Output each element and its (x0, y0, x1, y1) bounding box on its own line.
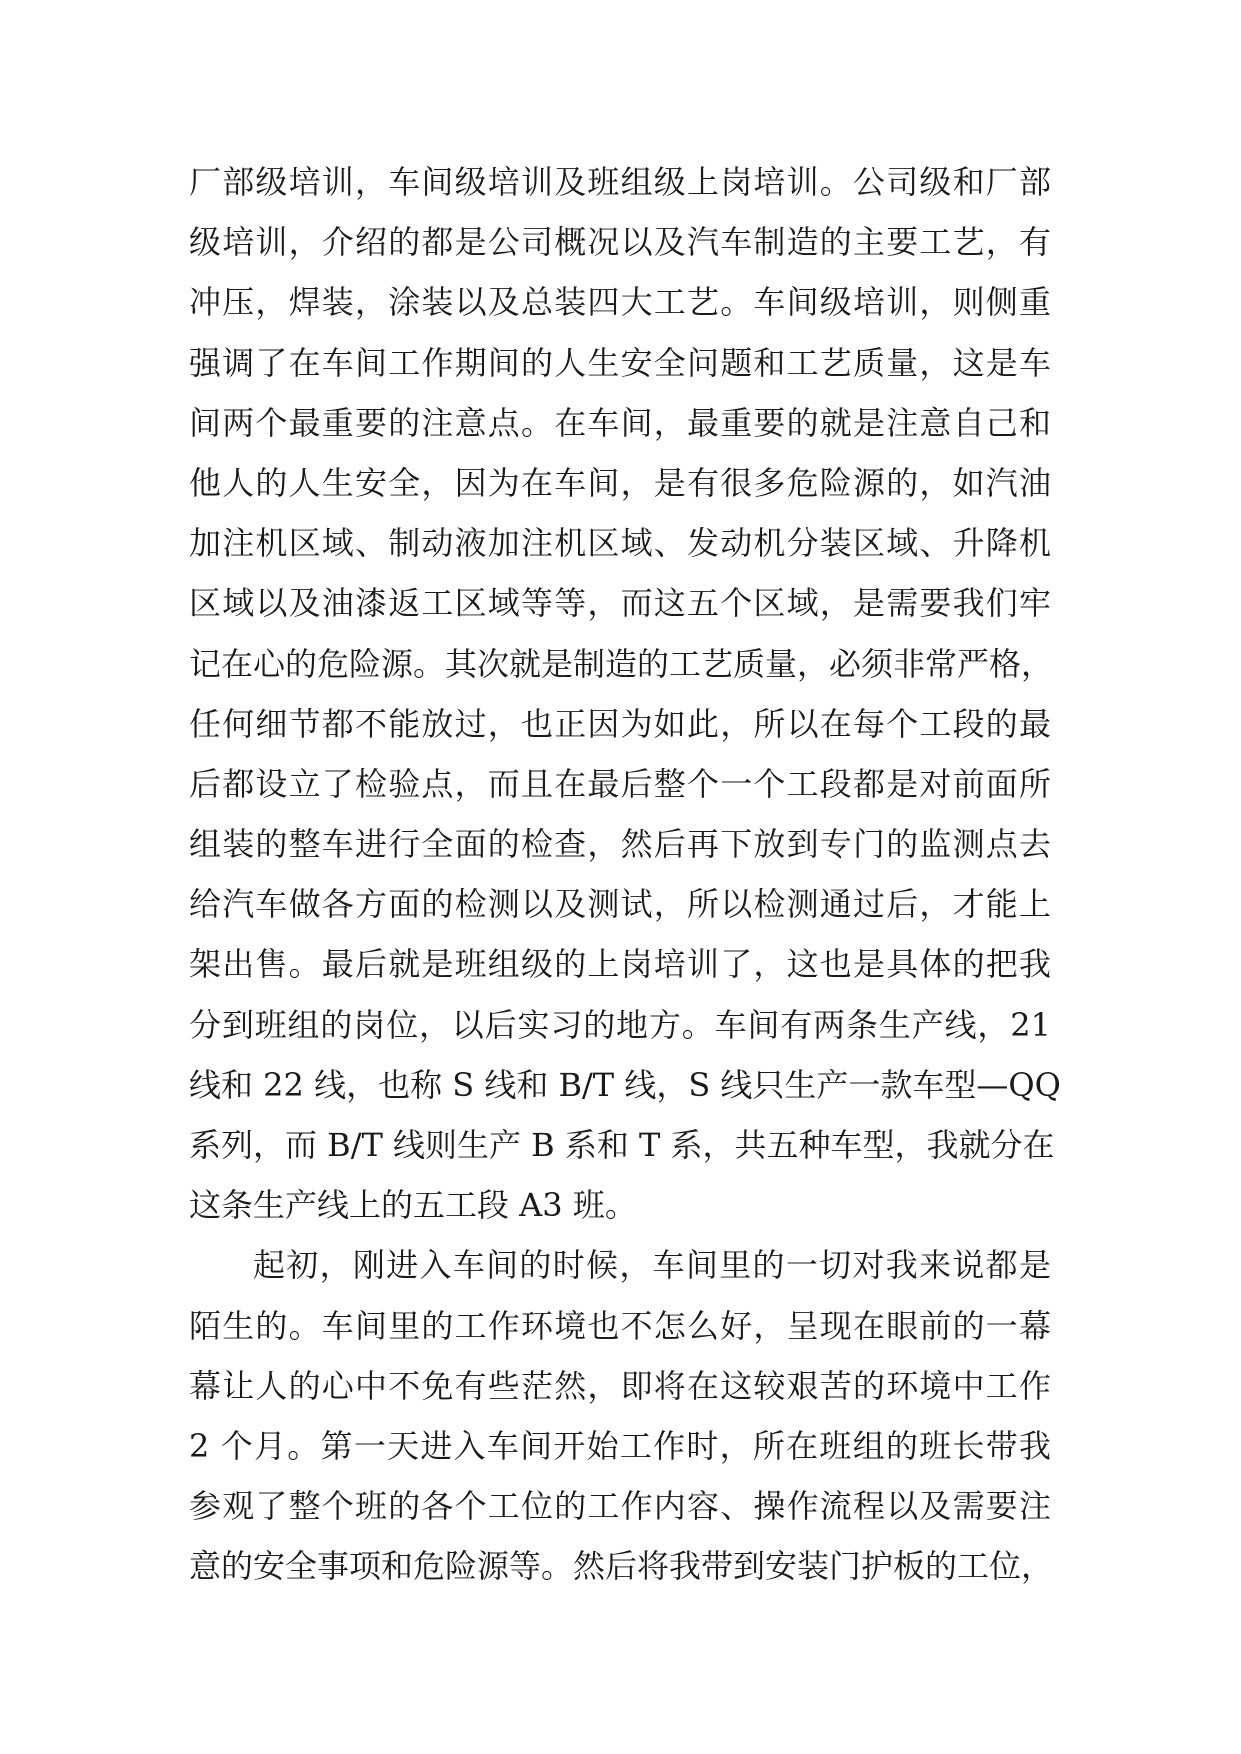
text-line: 组装的整车进行全面的检查，然后再下放到专门的监测点去 (189, 825, 1051, 864)
text-line: 给汽车做各方面的检测以及测试，所以检测通过后，才能上 (189, 885, 1051, 924)
text-line: 参观了整个班的各个工位的工作内容、操作流程以及需要注 (189, 1487, 1051, 1526)
text-line: 分到班组的岗位，以后实习的地方。车间有两条生产线，21 (189, 1005, 1051, 1044)
body-text (189, 152, 1061, 1597)
text-line: 厂部级培训，车间级培训及班组级上岗培训。公司级和厂部 (189, 163, 1051, 201)
text-line: 记在心的危险源。其次就是制造的工艺质量，必须非常严格， (189, 644, 1054, 683)
text-line: 间两个最重要的注意点。在车间，最重要的就是注意自己和 (189, 403, 1051, 442)
text-line: 强调了在车间工作期间的人生安全问题和工艺质量，这是车 (189, 343, 1051, 382)
text-line: 任何细节都不能放过，也正因为如此，所以在每个工段的最 (189, 704, 1051, 743)
text-line: 冲压，焊装，涂装以及总装四大工艺。车间级培训，则侧重 (189, 283, 1051, 322)
text-line: 区域以及油漆返工区域等等，而这五个区域，是需要我们牢 (189, 584, 1051, 623)
paragraph-2 (189, 1235, 1054, 1596)
text-line: 他人的人生安全，因为在车间，是有很多危险源的，如汽油 (189, 463, 1051, 502)
text-line: 起初，刚进入车间的时候，车间里的一切对我来说都是 (253, 1246, 1051, 1285)
text-line: 幕让人的心中不免有些茫然，即将在这较艰苦的环境中工作 (189, 1366, 1051, 1405)
text-line: 意的安全事项和危险源等。然后将我带到安装门护板的工位， (189, 1547, 1054, 1586)
text-line: 后都设立了检验点，而且在最后整个一个工段都是对前面所 (189, 764, 1051, 803)
text-line: 陌生的。车间里的工作环境也不怎么好，呈现在眼前的一幕 (189, 1306, 1051, 1345)
paragraph-1 (189, 152, 1061, 1235)
text-line: 系列，而 B/T 线则生产 B 系和 T 系，共五种车型，我就分在 (189, 1126, 1055, 1164)
text-line: 2 个月。第一天进入车间开始工作时，所在班组的班长带我 (189, 1426, 1051, 1465)
text-line: 级培训，介绍的都是公司概况以及汽车制造的主要工艺，有 (189, 223, 1051, 262)
text-line: 架出售。最后就是班组级的上岗培训了，这也是具体的把我 (189, 945, 1051, 984)
text-line: 加注机区域、制动液加注机区域、发动机分装区域、升降机 (189, 524, 1051, 563)
text-line: 这条生产线上的五工段 A3 班。 (189, 1186, 637, 1225)
text-line: 线和 22 线，也称 S 线和 B/T 线，S 线只生产一款车型—QQ (189, 1065, 1061, 1104)
